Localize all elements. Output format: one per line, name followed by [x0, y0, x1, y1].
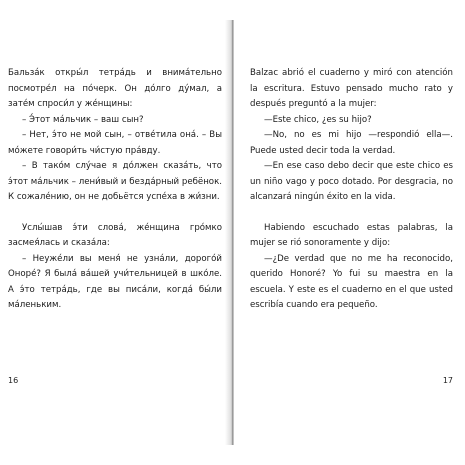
- dialogue-line: – Нет, э́то не мой сын, – отве́тила она́. – Вы мо́жете говори́ть чи́стую пра́вду.: [8, 130, 222, 156]
- page-number: 17: [442, 376, 453, 385]
- dialogue-line: – Неуже́ли вы меня́ не узна́ли, дорого́й Оноре́? Я была́ ва́шей учи́тельницей в шко́ле. А э́то тетра́дь, где вы писа́ли, когда́ бы́ли ма́леньким.: [8, 253, 222, 310]
- dialogue-line: —No, no es mi hijo —respondió ella—. Puede usted decir toda la verdad.: [250, 130, 453, 156]
- dialogue-line: —¿De verdad que no me ha reconocido, querido Honoré? Yo fui su maestra en la escuela. Y este es el cuaderno en el que usted escribía cuando era pequeño.: [250, 253, 453, 310]
- paragraph: Balzac abrió el cuaderno y miró con atención la escritura. Estuvo pensado mucho rato y después preguntó a la mujer:: [250, 68, 453, 109]
- paragraph: Услы́шав э́ти слова́, же́нщина гро́мко засмея́лась и сказа́ла:: [8, 222, 222, 248]
- dialogue-line: —Este chico, ¿es su hijo?: [264, 114, 372, 125]
- dialogue-line: – Э́тот ма́льчик – ваш сын?: [22, 114, 144, 125]
- dialogue-line: —En ese caso debo decir que este chico es un niño vago y poco dotado. Por desgracia, no alcanzará ningún éxito en la vida.: [250, 161, 453, 202]
- page-number: 16: [8, 376, 19, 385]
- paragraph: Habiendo escuchado estas palabras, la mujer se rió sonoramente y dijo:: [250, 222, 453, 248]
- dialogue-line: – В тако́м слу́чае я до́лжен сказа́ть, что э́тот ма́льчик – лени́вый и безда́рный ребёнок. К сожале́нию, он не добьётся успе́ха в жи́зни.: [8, 161, 222, 202]
- page-fold: [232, 20, 233, 445]
- paragraph-gap: [250, 206, 453, 221]
- left-page: [0, 0, 232, 465]
- paragraph: Бальза́к откры́л тетра́дь и внима́тельно посмотре́л на по́черк. Он до́лго ду́мал, а зате́м спроси́л у же́нщины:: [8, 68, 222, 109]
- right-page: [234, 0, 465, 465]
- paragraph-gap: [8, 206, 222, 221]
